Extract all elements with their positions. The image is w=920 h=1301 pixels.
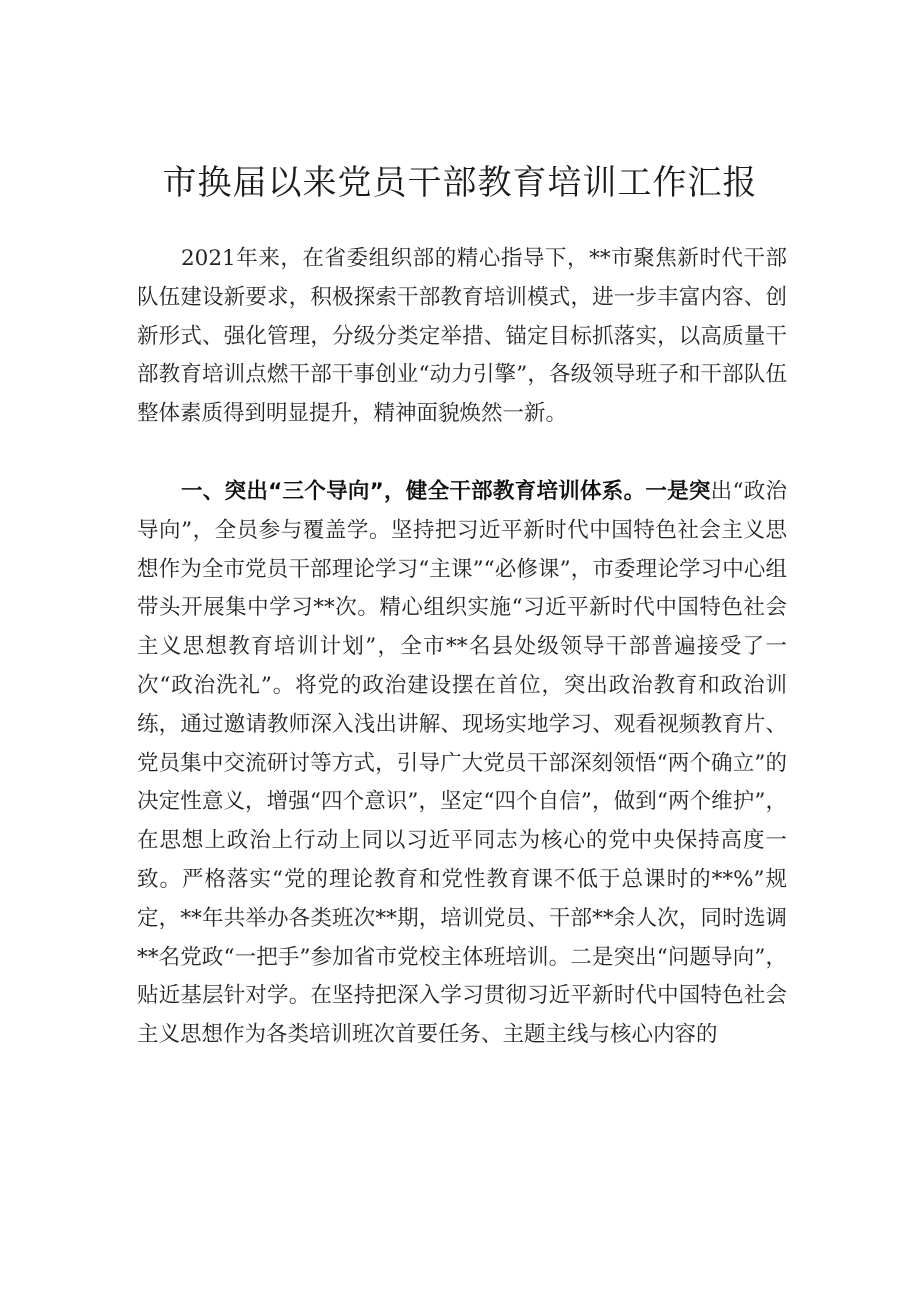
section-one-heading: 一、突出“三个导向”，健全干部教育培训体系。一是突	[181, 479, 711, 504]
section-one-paragraph	[137, 473, 787, 1055]
document-title: 市换届以来党员干部教育培训工作汇报	[162, 163, 758, 203]
intro-paragraph: 2021年来，在省委组织部的精心指导下，**市聚焦新时代干部队伍建设新要求，积极探索干部教育培训模式，进一步丰富内容、创新形式、强化管理，分级分类定举措、锚定目标抓落实，以高质量干部教育培训点燃干部干事创业“动力引擎”，各级领导班子和干部队伍整体素质得到明显提升，精神面貌焕然一新。	[137, 246, 787, 427]
section-one-body: 出“政治导向”，全员参与覆盖学。坚持把习近平新时代中国特色社会主义思想作为全市党员干部理论学习“主课”“必修课”，市委理论学习中心组带头开展集中学习**次。精心组织实施“习近平新时代中国特色社会主义思想教育培训计划”，全市**名县处级领导干部普遍接受了一次“政治洗礼”。将党的政治建设摆在首位，突出政治教育和政治训练，通过邀请教师深入浅出讲解、现场实地学习、观看视频教育片、党员集中交流研讨等方式，引导广大党员干部深刻领悟“两个确立”的决定性意义，增强“四个意识”，坚定“四个自信”，做到“两个维护”，在思想上政治上行动上同以习近平同志为核心的党中央保持高度一致。严格落实“党的理论教育和党性教育课不低于总课时的**%”规定，**年共举办各类班次**期，培训党员、干部**余人次，同时选调**名党政“一把手”参加省市党校主体班培训。二是突出“问题导向”，贴近基层针对学。在坚持把深入学习贯彻习近平新时代中国特色社会主义思想作为各类培训班次首要任务、主题主线与核心内容的	[137, 479, 787, 1048]
